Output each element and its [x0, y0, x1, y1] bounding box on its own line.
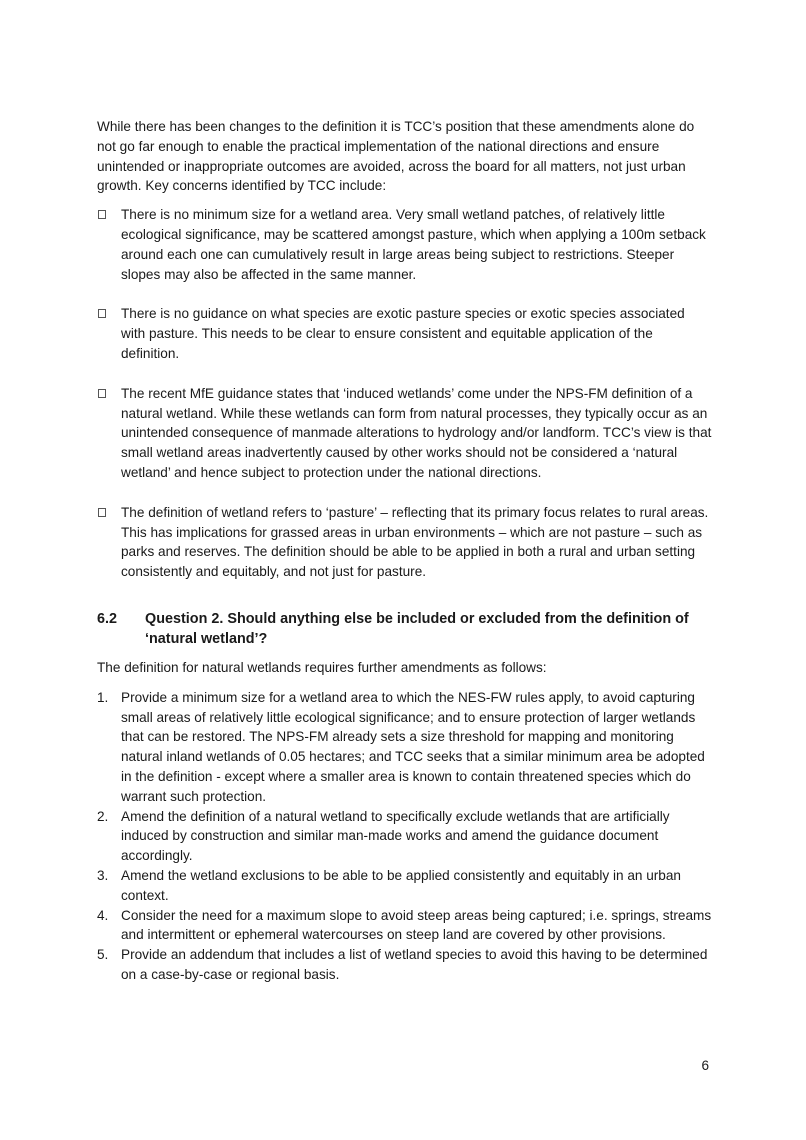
item-number: 2. — [97, 808, 109, 824]
bullet-box-icon — [98, 210, 106, 219]
intro-paragraph: While there has been changes to the definition it is TCC’s position that these amendments alone do not go far enough to enable the practical implementation of the national directions and ensure unintended or inappropriate outcomes are avoided, across the board for all matters, not just urban growth. Key concerns identified by TCC include: — [97, 119, 695, 194]
amendments-list — [97, 688, 712, 985]
section-title: Question 2. Should anything else be included or excluded from the definition of ‘natural wetland’? — [145, 610, 689, 647]
item-number: 5. — [97, 947, 109, 963]
section-heading — [97, 609, 712, 649]
item-text: Amend the wetland exclusions to be able to be applied consistently and equitably in an urban context. — [121, 867, 681, 903]
list-item — [97, 205, 712, 284]
concerns-list — [97, 205, 712, 582]
bullet-box-icon — [98, 389, 106, 398]
item-number: 4. — [97, 907, 109, 923]
lead-paragraph: The definition for natural wetlands requires further amendments as follows: — [97, 659, 547, 675]
bullet-box-icon — [98, 309, 106, 318]
list-item-text: There is no guidance on what species are exotic pasture species or exotic species associated with pasture. This needs to be clear to ensure consistent and equitable application of the definition. — [121, 306, 685, 361]
item-text: Provide an addendum that includes a list of wetland species to avoid this having to be determined on a case-by-case or regional basis. — [121, 947, 708, 982]
list-item-text: The recent MfE guidance states that ‘induced wetlands’ come under the NPS-FM definition of a natural wetland. While these wetlands can form from natural processes, they typically occur as an unintended consequence of manmade alterations to hydrology and/or landform. TCC’s view is that small wetland areas inadvertently caused by other works should not be considered a ‘natural wetland’ and hence subject to protection under the national directions. — [121, 385, 712, 480]
list-item-text: The definition of wetland refers to ‘pasture’ – reflecting that its primary focus relates to rural areas. This has implications for grassed areas in urban environments – which are not pasture – such as parks and reserves. The definition should be able to be applied in both a rural and urban setting consistently and equitably, and not just for pasture. — [121, 504, 709, 580]
list-item — [97, 304, 712, 363]
list-item — [97, 384, 712, 483]
list-item-text: There is no minimum size for a wetland area. Very small wetland patches, of relatively little ecological significance, may be scattered amongst pasture, which when applying a 100m setback around each one can cumulatively result in large areas being subject to restrictions. Steeper slopes may also be affected in the same manner. — [121, 207, 706, 282]
item-number: 3. — [97, 867, 109, 883]
item-text: Amend the definition of a natural wetland to specifically exclude wetlands that are artificially induced by construction and similar man-made works and amend the guidance document accordingly. — [121, 808, 670, 864]
numbered-item — [97, 688, 712, 807]
numbered-item — [97, 906, 712, 946]
section-number: 6.2 — [97, 610, 118, 627]
numbered-item — [97, 807, 712, 866]
list-item — [97, 503, 712, 582]
item-text: Provide a minimum size for a wetland area to which the NES-FW rules apply, to avoid capturing small areas of relatively little ecological significance; and to ensure protection of larger wetlands that can be restored. The NPS-FM already sets a size threshold for mapping and monitoring natural inland wetlands of 0.05 hectares; and TCC seeks that a similar minimum area be adopted in the definition - except where a smaller area is known to contain threatened species which do warrant such protection. — [121, 689, 705, 804]
numbered-item — [97, 945, 712, 985]
numbered-item — [97, 866, 712, 906]
bullet-box-icon — [98, 508, 106, 517]
item-text: Consider the need for a maximum slope to avoid steep areas being captured; i.e. springs, streams and intermittent or ephemeral watercourses on steep land are covered by other provisions. — [121, 907, 712, 943]
document-page — [97, 117, 712, 985]
page-number: 6 — [701, 1058, 709, 1073]
item-number: 1. — [97, 689, 109, 705]
